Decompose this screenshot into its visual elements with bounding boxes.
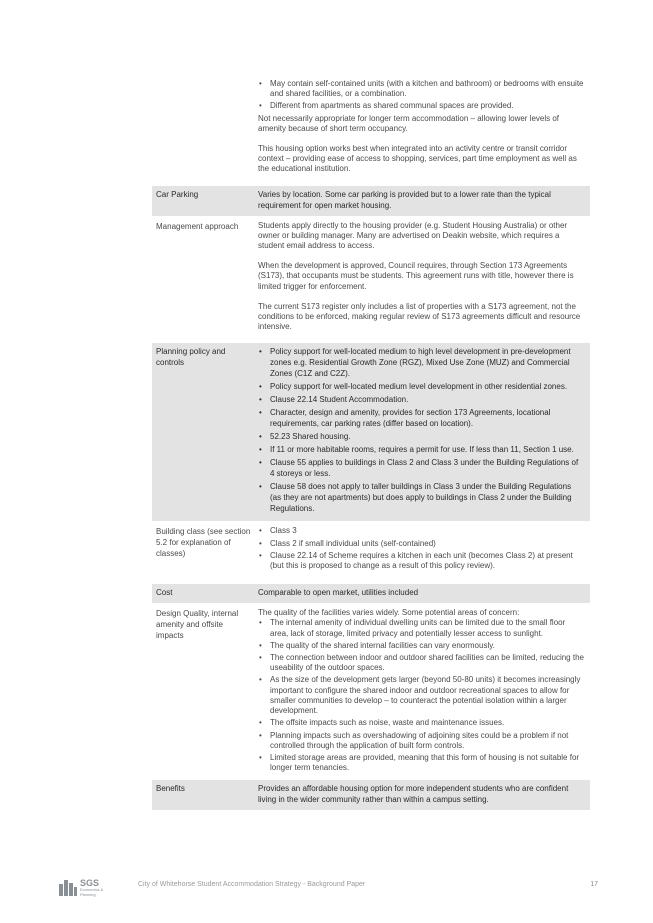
table-row-management <box>152 218 590 344</box>
list-item: • Clause 22.14 of Scheme requires a kitchen in each unit (becomes Class 2) at present (but this is proposed to change as a result of this policy review). <box>258 551 584 571</box>
building-class-bullet-list <box>258 526 584 571</box>
row-label: Car Parking <box>156 189 199 199</box>
list-item: • Class 3 <box>258 526 584 536</box>
logo-text: SGS <box>80 878 100 888</box>
row-content: Provides an affordable housing option for more independent students who are confident living in the wider community rather than within a campus setting. <box>258 784 569 805</box>
paragraph: When the development is approved, Council requires, through Section 173 Agreements (S173), that occupants must be students. This agreement runs with title, however there is limited trigger for enforcement. <box>258 261 574 291</box>
table-row-cost <box>152 584 590 603</box>
list-item: • The connection between indoor and outdoor shared facilities can be limited, reducing the useability of the outdoor spaces. <box>258 653 584 673</box>
row-label: Cost <box>156 588 173 598</box>
footer-document-title: City of Whitehorse Student Accommodation Strategy - Background Paper <box>138 881 366 888</box>
paragraph: This housing option works best when integrated into an activity centre or transit corridor context – providing ease of access to shopping, services, part time employment as well as the educational institution. <box>258 144 577 174</box>
list-item: • Clause 58 does not apply to taller buildings in Class 3 under the Building Regulations (as they are not apartments) but does apply to buildings in Class 2 under the Building Regulations. <box>258 481 584 514</box>
planning-bullet-list <box>258 346 584 514</box>
paragraph: The quality of the facilities varies widely. Some potential areas of concern: <box>258 608 520 618</box>
list-item: • Different from apartments as shared communal spaces are provided. <box>258 101 584 111</box>
list-item: • As the size of the development gets larger (beyond 50-80 units) it becomes increasingly important to configure the shared indoor and outdoor recreational spaces to allow for smaller communities to develop – to counteract the potential isolation within a larger development. <box>258 675 584 716</box>
list-item: • Character, design and amenity, provides for section 173 Agreements, locational requirements, car parking rates (differ based on location). <box>258 407 584 429</box>
page-footer <box>58 874 598 898</box>
row-content <box>252 523 590 578</box>
row-content: Comparable to open market, utilities included <box>258 588 419 598</box>
logo-subtext: Economics & Planning <box>80 887 104 897</box>
list-item: • The offsite impacts such as noise, waste and maintenance issues. <box>258 718 584 728</box>
row-label: Management approach <box>156 221 239 231</box>
row-label: Building class (see section 5.2 for explanation of classes) <box>156 527 251 559</box>
row-content <box>252 218 590 344</box>
list-item: • The quality of the shared internal facilities can vary enormously. <box>258 641 584 651</box>
list-item: • 52.23 Shared housing. <box>258 431 584 442</box>
table-row-planning <box>152 343 590 521</box>
list-item: • The internal amenity of individual dwelling units can be limited due to the small floor area, lack of storage, limited privacy and potentially lesser access to sunlight. <box>258 618 584 638</box>
row-content <box>252 343 590 521</box>
table-row-intro <box>152 76 590 186</box>
row-content: Varies by location. Some car parking is provided but to a lower rate than the typical requirement for open market housing. <box>258 189 551 210</box>
table-row-building-class <box>152 523 590 578</box>
row-label: Benefits <box>156 784 185 794</box>
list-item: • Limited storage areas are provided, meaning that this form of housing is not suitable for longer term tenancies. <box>258 753 584 773</box>
paragraph: The current S173 register only includes a list of properties with a S173 agreement, not the conditions to be enforced, making regular review of S173 agreements difficult and resource intensive. <box>258 301 581 332</box>
list-item: • Clause 22.14 Student Accommodation. <box>258 394 584 405</box>
page-number: 17 <box>590 881 598 888</box>
list-item: • Planning impacts such as overshadowing of adjoining sites could be a problem if not controlled through the application of built form controls. <box>258 731 584 751</box>
row-label: Design Quality, internal amenity and offsite impacts <box>156 609 239 641</box>
table-row-design-quality <box>152 605 590 780</box>
row-content-intro <box>252 76 590 186</box>
list-item: • Policy support for well-located medium to high level development in pre-development zones e.g. Residential Growth Zone (RGZ), Mixed Use Zone (MUZ) and Commercial Zones (C1Z and C2Z). <box>258 346 584 379</box>
list-item: • Policy support for well-located medium level development in other residential zones. <box>258 381 584 392</box>
table-row-car-parking <box>152 186 590 216</box>
design-quality-bullet-list <box>258 618 584 773</box>
paragraph: Not necessarily appropriate for longer term accommodation – allowing lower levels of amenity because of short term occupancy. <box>258 113 560 133</box>
document-table <box>152 76 590 810</box>
list-item: • Class 2 if small individual units (self-contained) <box>258 539 584 549</box>
list-item: • If 11 or more habitable rooms, requires a permit for use. If less than 11, Section 1 use. <box>258 444 584 455</box>
row-content <box>252 605 590 780</box>
list-item: • Clause 55 applies to buildings in Class 2 and Class 3 under the Building Regulations of 4 storeys or less. <box>258 457 584 479</box>
row-label: Planning policy and controls <box>156 347 226 368</box>
list-item: • May contain self-contained units (with a kitchen and bathroom) or bedrooms with ensuite and shared facilities, or a combination. <box>258 79 584 99</box>
sgs-logo-icon <box>58 878 78 896</box>
row-label-empty <box>152 76 252 186</box>
paragraph: Students apply directly to the housing provider (e.g. Student Housing Australia) or other owner or building manager. Many are advertised on Deakin website, which requires a student email address to access. <box>258 220 568 251</box>
table-row-benefits <box>152 780 590 810</box>
sgs-logo <box>58 878 118 900</box>
intro-bullet-list <box>258 79 584 112</box>
